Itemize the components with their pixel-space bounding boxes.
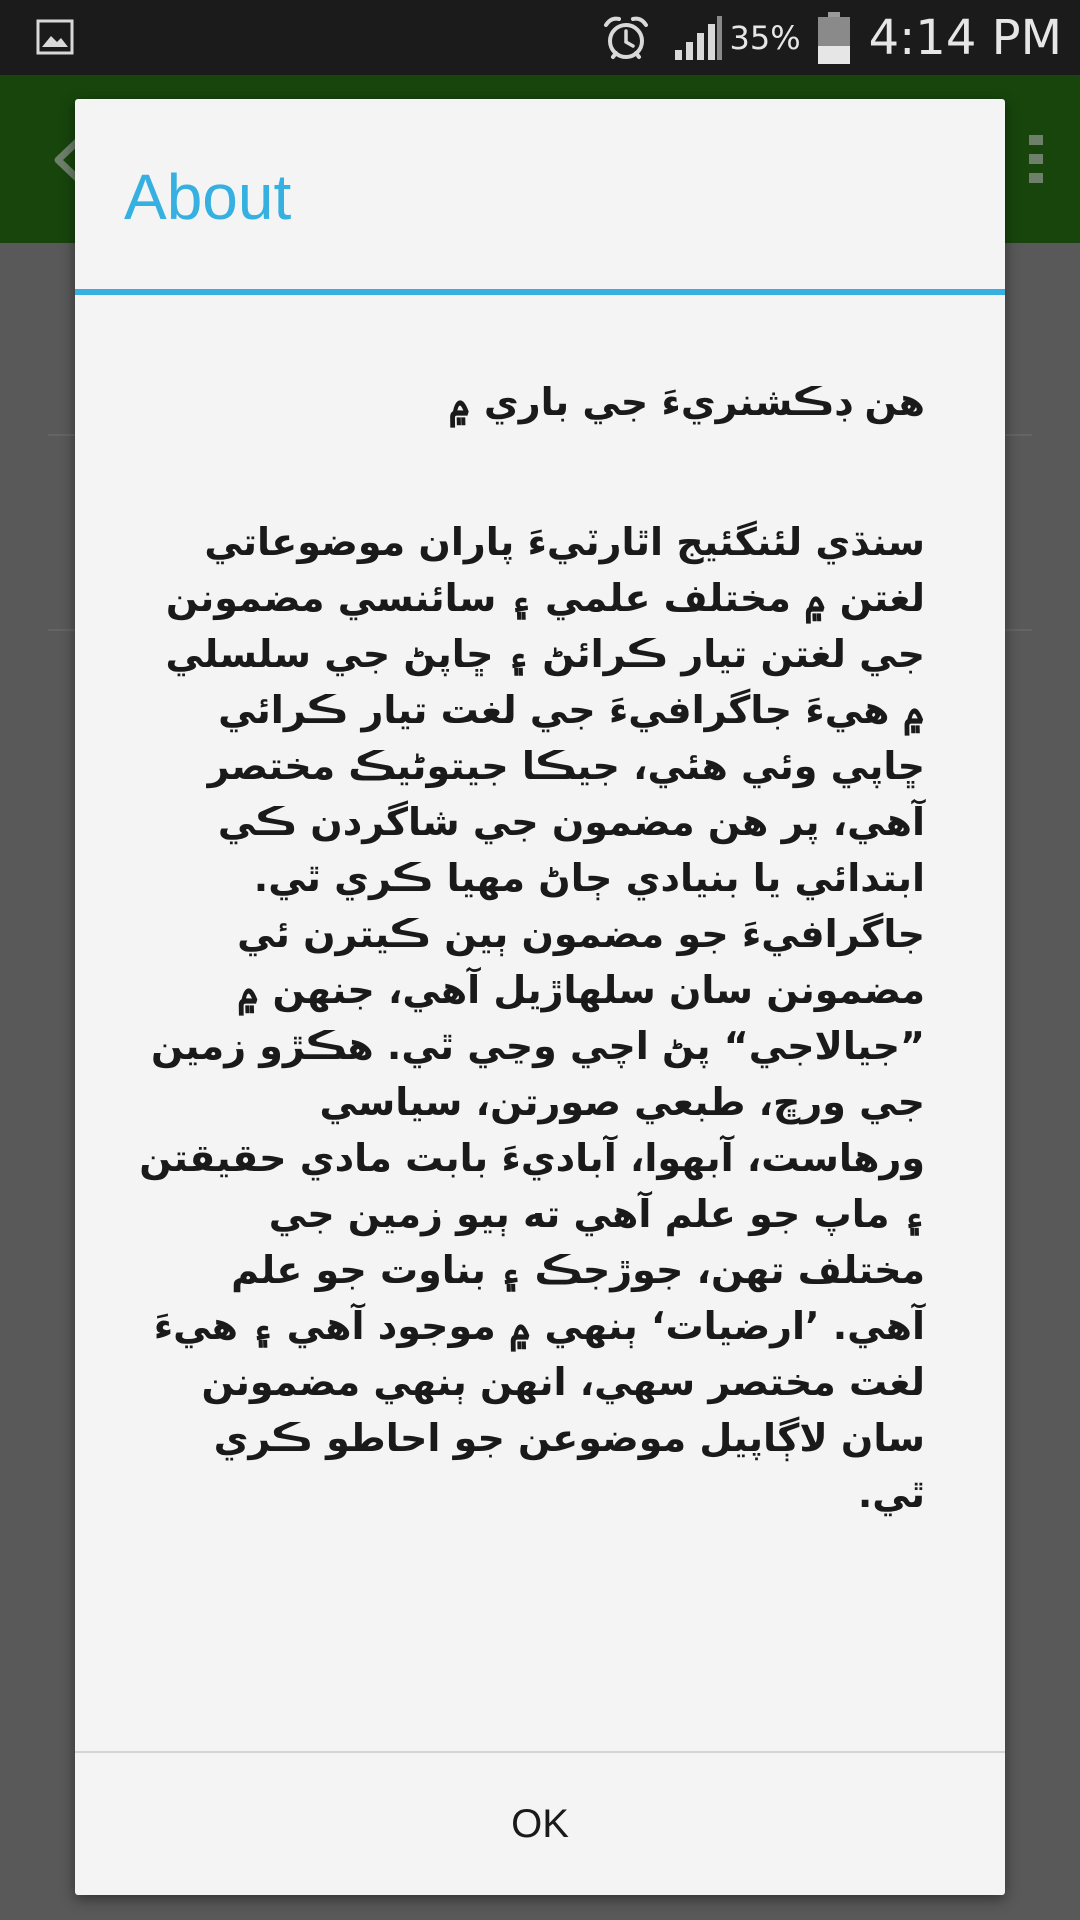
battery-percent: 35% xyxy=(729,18,801,57)
ok-button[interactable]: OK xyxy=(75,1753,1005,1895)
status-icons xyxy=(601,0,1062,75)
clock-time: 4:14 PM xyxy=(868,9,1062,66)
status-bar xyxy=(0,0,1080,75)
battery-icon xyxy=(817,11,851,65)
overflow-menu-icon[interactable] xyxy=(1028,133,1044,185)
about-heading: هن ڊڪشنريءَ جي باري ۾ xyxy=(448,380,925,424)
signal-icon xyxy=(673,14,723,62)
gallery-icon xyxy=(36,19,74,55)
about-dialog xyxy=(75,99,1005,1895)
dialog-body xyxy=(135,374,935,1522)
title-divider xyxy=(75,289,1005,295)
alarm-icon xyxy=(601,13,651,63)
about-description: سنڌي لئنگئيج اٿارٽيءَ پاران موضوعاتي لغتن ۾ مختلف علمي ۽ سائنسي مضمونن جي لغتن تيار ڪرائڻ ۽ ڇاپڻ جي سلسلي ۾ هيءَ جاگرافيءَ جي لغت تيار ڪرائي ڇاپي وئي هئي، جيڪا جيتوڻيڪ مختصر آهي، پر هن مضمون جي شاگردن ڪي ابتدائي يا بنيادي ڄاڻ مهيا ڪري ٿي. جاگرافيءَ جو مضمون ٻين ڪيترن ئي مضمونن سان سلهاڙيل آهي، جنهن ۾ ”جيالاجي“ پڻ اچي وڃي ٿي. هڪڙو زمين جي ورڇ، طبعي صورتن، سياسي ورهاست، آبهوا، آباديءَ بابت مادي حقيقتن ۽ ماپ جو علم آهي ته ٻيو زمين جي مختلف تهن، جوڙجڪ ۽ بناوت جو علم آهي. ’ارضيات‘ ٻنهي ۾ موجود آهي ۽ هيءَ لغت مختصر سهي، انهن ٻنهي مضمونن سان لاڳاپيل موضوعن جو احاطو ڪري ٿي. xyxy=(139,520,925,1516)
dialog-title: About xyxy=(124,161,292,233)
